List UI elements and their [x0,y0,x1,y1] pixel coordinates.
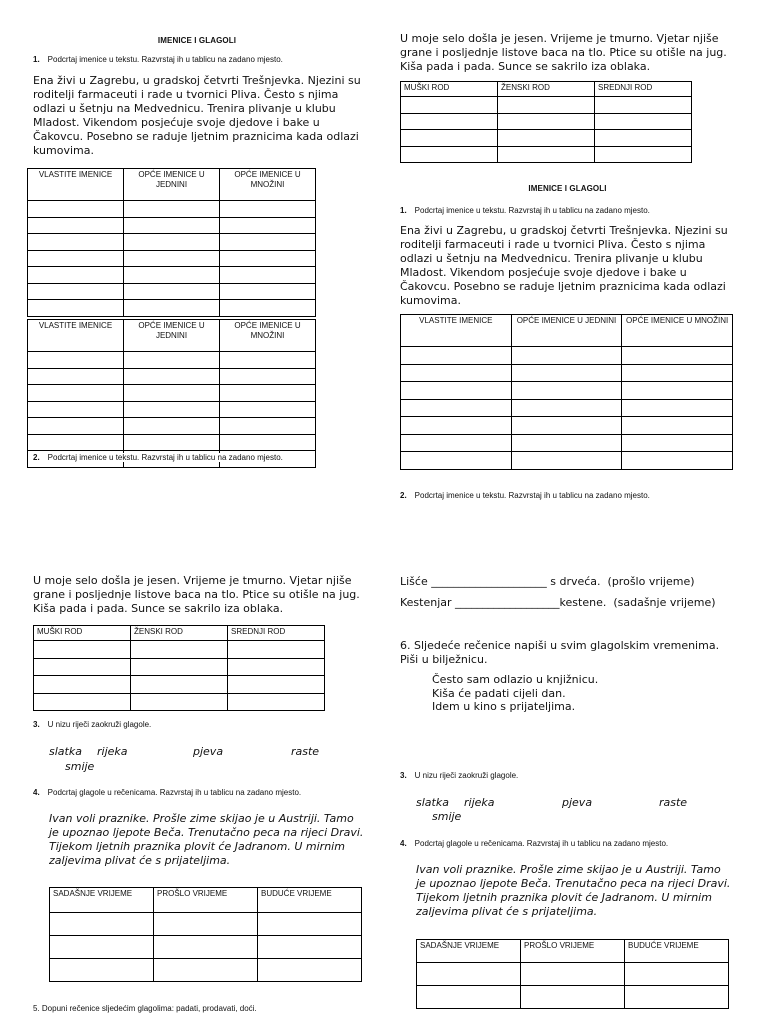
answer-cell[interactable] [124,418,220,435]
task-number: 4. [33,788,40,797]
answer-cell[interactable] [28,217,124,234]
left-worksheet-title: IMENICE I GLAGOLI [157,36,237,45]
answer-cell[interactable] [50,959,154,982]
answer-cell[interactable] [34,641,131,659]
right-tense-table [416,939,729,1009]
answer-cell[interactable] [124,234,220,251]
answer-cell[interactable] [28,368,124,385]
right-paragraph-ena: Ena živi u Zagrebu, u gradskoj četvrti Trešnjevka. Njezini su roditelji farmaceuti i rade u tvornici Pliva. Često s njima odlazi u šetnju na Medvednicu. Trenira plivanje u klubu Mladost. Vikendom posjećuje svoje djedove i bake u Čakovcu. Posebno se raduje ljetnim praznicima kada odlazi kumovima. [400,224,728,307]
right-paragraph-selo: U moje selo došla je jesen. Vrijeme je tmurno. Vjetar njiše grane i posljednje listove baca na tlo. Ptice su otišle na jug. Kiša pada i pada. Sunce se sakrilo iza oblaka. [400,32,727,73]
answer-cell[interactable] [622,434,733,452]
task-text: Podcrtaj imenice u tekstu. Razvrstaj ih u tablicu na zadano mjesto. [47,55,283,64]
task-text: Podcrtaj glagole u rečenicama. Razvrstaj ih u tablicu na zadano mjesto. [47,788,302,797]
right-gender-table [400,81,692,163]
answer-cell[interactable] [124,368,220,385]
answer-cell[interactable] [28,401,124,418]
answer-cell[interactable] [220,434,316,451]
answer-cell[interactable] [417,986,521,1009]
fill-hint: (prošlo vrijeme) [607,575,695,588]
fill-hint: (sadašnje vrijeme) [613,596,716,609]
right-task6-sentences: Često sam odlazio u knjižnicu. Kiša će padati cijeli dan. Idem u kino s prijateljima. [432,673,599,713]
answer-cell[interactable] [511,452,622,470]
answer-cell[interactable] [622,452,733,470]
header-masculine: MUŠKI ROD [34,626,131,641]
right-task6: 6. Sljedeće rečenice napiši u svim glagolskim vremenima. Piši u bilježnicu. [400,639,720,666]
task-number: 1. [400,206,407,215]
answer-cell[interactable] [50,913,154,936]
word-smije[interactable]: smije [432,810,462,823]
task-text: U nizu riječi zaokruži glagole. [414,771,519,780]
header-past: PROŠLO VRIJEME [521,940,625,963]
header-common-singular: OPĆE IMENICE U JEDNINI [124,320,220,352]
task-number: 3. [400,771,407,780]
answer-cell[interactable] [401,364,512,382]
answer-cell[interactable] [595,97,692,114]
answer-cell[interactable] [511,382,622,400]
answer-cell[interactable] [220,250,316,267]
header-past: PROŠLO VRIJEME [154,888,258,913]
answer-cell[interactable] [124,217,220,234]
header-feminine: ŽENSKI ROD [498,82,595,97]
answer-cell[interactable] [50,936,154,959]
task-number: 1. [33,55,40,64]
task-text: Podcrtaj glagole u rečenicama. Razvrstaj ih u tablicu na zadano mjesto. [414,839,669,848]
answer-cell[interactable] [622,364,733,382]
header-feminine: ŽENSKI ROD [131,626,228,641]
header-future: BUDUĆE VRIJEME [625,940,729,963]
header-common-singular: OPĆE IMENICE U JEDNINI [511,315,622,347]
answer-cell[interactable] [124,283,220,300]
answer-cell[interactable] [28,250,124,267]
answer-cell[interactable] [154,959,258,982]
answer-cell[interactable] [124,434,220,451]
answer-cell[interactable] [595,146,692,163]
header-present: SADAŠNJE VRIJEME [50,888,154,913]
answer-cell[interactable] [401,97,498,114]
answer-cell[interactable] [622,417,733,435]
header-proper-nouns: VLASTITE IMENICE [28,169,124,201]
answer-cell[interactable] [124,352,220,369]
answer-cell[interactable] [28,300,124,317]
answer-cell[interactable] [511,364,622,382]
left-task4 [33,788,301,797]
word-rijeka[interactable]: rijeka [464,796,495,809]
answer-cell[interactable] [228,693,325,711]
right-task2 [400,491,650,500]
left-paragraph-ivan: Ivan voli praznike. Prošle zime skijao je u Austriji. Tamo je upoznao ljepote Beča. Trenutačno peca na rijeci Dravi. Tijekom ljetnih praznika plovit će Jadranom. U mirnim zaljevima plivat će s prijateljima. [49,812,364,867]
answer-cell[interactable] [595,130,692,147]
answer-cell[interactable] [28,267,124,284]
word-raste[interactable]: raste [291,745,320,758]
answer-cell[interactable] [258,913,362,936]
answer-cell[interactable] [220,201,316,218]
left-tense-table [49,887,362,982]
left-paragraph-ena: Ena živi u Zagrebu, u gradskoj četvrti Trešnjevka. Njezini su roditelji farmaceuti i rade u tvornici Pliva. Često s njima odlazi u šetnju na Medvednicu. Trenira plivanje u klubu Mladost. Vikendom posjećuje svoje djedove i bake u Čakovcu. Posebno se raduje ljetnim praznicima kada odlazi kumovima. [33,74,361,157]
answer-cell[interactable] [521,986,625,1009]
answer-cell[interactable] [131,693,228,711]
answer-cell[interactable] [28,234,124,251]
answer-cell[interactable] [401,452,512,470]
answer-cell[interactable] [28,283,124,300]
fill-start: Kestenjar [400,596,452,609]
left-task2-overlay [33,453,285,462]
answer-cell[interactable] [124,250,220,267]
right-worksheet-title: IMENICE I GLAGOLI [528,184,607,193]
left-noun-table-2 [27,319,316,468]
answer-cell[interactable] [131,658,228,676]
answer-cell[interactable] [228,641,325,659]
answer-cell[interactable] [220,283,316,300]
right-fill-sentence-1 [400,575,695,588]
answer-cell[interactable] [220,267,316,284]
right-fill-sentence-2 [400,596,716,609]
fill-start: Lišće [400,575,428,588]
answer-cell[interactable] [498,146,595,163]
left-task1 [33,55,283,64]
answer-cell[interactable] [622,347,733,365]
answer-cell[interactable] [124,300,220,317]
answer-cell[interactable] [401,399,512,417]
task-text: Podcrtaj imenice u tekstu. Razvrstaj ih u tablicu na zadano mjesto. [414,206,650,215]
header-neuter: SREDNJI ROD [595,82,692,97]
left-paragraph-selo: U moje selo došla je jesen. Vrijeme je tmurno. Vjetar njiše grane i posljednje listove baca na tlo. Ptice su otišle na jug. Kiša pada i pada. Sunce se sakrilo iza oblaka. [33,574,360,615]
header-masculine: MUŠKI ROD [401,82,498,97]
answer-cell[interactable] [511,434,622,452]
answer-cell[interactable] [625,986,729,1009]
answer-cell[interactable] [34,693,131,711]
task-number: 3. [33,720,40,729]
word-pjeva[interactable]: pjeva [193,745,224,758]
answer-cell[interactable] [220,385,316,402]
answer-cell[interactable] [220,368,316,385]
header-neuter: SREDNJI ROD [228,626,325,641]
answer-cell[interactable] [401,130,498,147]
answer-cell[interactable] [34,676,131,694]
word-smije[interactable]: smije [65,760,95,773]
answer-cell[interactable] [498,113,595,130]
right-paragraph-ivan: Ivan voli praznike. Prošle zime skijao je u Austriji. Tamo je upoznao ljepote Beča. Trenutačno peca na rijeci Dravi. Tijekom ljetnih praznika plovit će Jadranom. U mirnim zaljevima plivat će s prijateljima. [416,863,731,918]
header-future: BUDUĆE VRIJEME [258,888,362,913]
answer-cell[interactable] [124,201,220,218]
answer-cell[interactable] [220,234,316,251]
task-text: Podcrtaj imenice u tekstu. Razvrstaj ih u tablicu na zadano mjesto. [47,453,283,462]
task-number: 4. [400,839,407,848]
answer-cell[interactable] [258,959,362,982]
task-text: U nizu riječi zaokruži glagole. [47,720,152,729]
task-number: 2. [33,453,40,462]
answer-cell[interactable] [154,913,258,936]
answer-cell[interactable] [511,399,622,417]
answer-cell[interactable] [28,434,124,451]
answer-cell[interactable] [124,385,220,402]
task-text: Podcrtaj imenice u tekstu. Razvrstaj ih u tablicu na zadano mjesto. [414,491,650,500]
answer-cell[interactable] [417,963,521,986]
answer-cell[interactable] [595,113,692,130]
answer-cell[interactable] [401,113,498,130]
answer-cell[interactable] [401,434,512,452]
left-task3 [33,720,151,729]
answer-cell[interactable] [220,300,316,317]
answer-cell[interactable] [625,963,729,986]
answer-cell[interactable] [498,130,595,147]
answer-cell[interactable] [622,399,733,417]
left-gender-table [33,625,325,711]
answer-cell[interactable] [511,347,622,365]
answer-cell[interactable] [124,267,220,284]
answer-cell[interactable] [28,352,124,369]
answer-cell[interactable] [154,936,258,959]
answer-cell[interactable] [34,658,131,676]
word-slatka[interactable]: slatka [49,745,82,758]
right-noun-table [400,314,733,470]
header-common-plural: OPĆE IMENICE U MNOŽINI [220,169,316,201]
answer-cell[interactable] [220,217,316,234]
word-pjeva[interactable]: pjeva [562,796,593,809]
answer-cell[interactable] [131,641,228,659]
answer-cell[interactable] [622,382,733,400]
answer-cell[interactable] [28,418,124,435]
header-common-plural: OPĆE IMENICE U MNOŽINI [220,320,316,352]
fill-end: kestene. [559,596,607,609]
fill-blank[interactable]: ___________________ [455,596,560,609]
fill-blank[interactable]: _____________________ [431,575,547,588]
answer-cell[interactable] [498,97,595,114]
answer-cell[interactable] [401,146,498,163]
answer-cell[interactable] [28,201,124,218]
answer-cell[interactable] [28,385,124,402]
answer-cell[interactable] [220,401,316,418]
answer-cell[interactable] [228,676,325,694]
right-task1 [400,206,650,215]
task-number: 2. [400,491,407,500]
word-rijeka[interactable]: rijeka [97,745,128,758]
answer-cell[interactable] [401,382,512,400]
header-present: SADAŠNJE VRIJEME [417,940,521,963]
answer-cell[interactable] [124,401,220,418]
answer-cell[interactable] [511,417,622,435]
right-task4 [400,839,668,848]
header-proper-nouns: VLASTITE IMENICE [401,315,512,347]
word-slatka[interactable]: slatka [416,796,449,809]
fill-end: s drveća. [550,575,601,588]
answer-cell[interactable] [401,347,512,365]
left-task5: 5. Dopuni rečenice sljedećim glagolima: padati, prodavati, doći. [33,1004,257,1013]
answer-cell[interactable] [131,676,228,694]
left-noun-table-1 [27,168,316,317]
answer-cell[interactable] [228,658,325,676]
header-common-singular: OPĆE IMENICE U JEDNINI [124,169,220,201]
header-common-plural: OPĆE IMENICE U MNOŽINI [622,315,733,347]
answer-cell[interactable] [220,352,316,369]
header-proper-nouns: VLASTITE IMENICE [28,320,124,352]
answer-cell[interactable] [258,936,362,959]
right-task3 [400,771,518,780]
word-raste[interactable]: raste [659,796,688,809]
answer-cell[interactable] [220,418,316,435]
answer-cell[interactable] [521,963,625,986]
answer-cell[interactable] [401,417,512,435]
